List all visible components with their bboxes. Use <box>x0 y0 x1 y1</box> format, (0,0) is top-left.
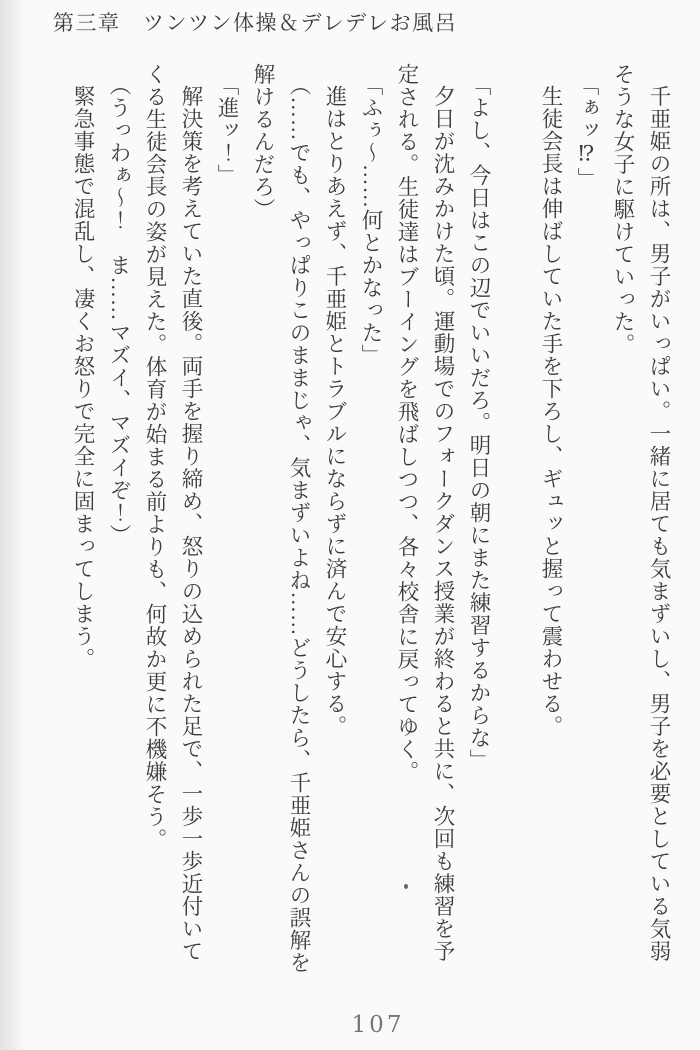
text-column: 解決策を考えていた直後。両手を握り締め、怒りの込められた足で、一歩一歩近付いて <box>179 85 203 963</box>
text-column: 緊急事態で混乱し、凄くお怒りで完全に固まってしまう。 <box>71 85 95 670</box>
text-column: 生徒会長は伸ばしていた手を下ろし、ギュッと握って震わせる。 <box>539 85 563 738</box>
ink-speck <box>404 884 408 889</box>
text-column: 解けるんだろ） <box>251 63 275 221</box>
text-column: 「ふぅ～……何とかなった」 <box>359 74 383 367</box>
text-column: 進はとりあえず、千亜姫とトラブルにならずに済んで安心する。 <box>323 85 347 738</box>
page-number: 107 <box>351 1012 405 1038</box>
text-column: （うっわぁ～！ ま……マズイ、マズイぞ！） <box>107 74 131 547</box>
text-column: 「ぁッ⁉」 <box>575 74 599 190</box>
vertical-text-block <box>65 63 677 1003</box>
text-column: 「よし、今日はこの辺でいいだろ。明日の朝にまた練習するからな」 <box>467 74 491 772</box>
page-gutter-shadow <box>0 0 26 1050</box>
text-column: 「進ッ！」 <box>215 74 239 187</box>
text-column: 定される。生徒達はブーイングを飛ばしつつ、各々校舎に戻ってゆく。 <box>395 63 419 783</box>
text-column: そうな女子に駆けていった。 <box>611 63 635 356</box>
text-column: くる生徒会長の姿が見えた。体育が始まる前よりも、何故か更に不機嫌そう。 <box>143 63 167 851</box>
scene-break-column <box>497 63 533 1003</box>
text-column: 千亜姫の所は、男子がいっぱい。一緒に居ても気まずいし、男子を必要としている気弱 <box>647 85 671 963</box>
text-column: （……でも、やっぱりこのままじゃ、気まずいよね……どうしたら、千亜姫さんの誤解を <box>287 74 311 974</box>
text-column: 夕日が沈みかけた頃。運動場でのフォークダンス授業が終わると共に、次回も練習を予 <box>431 85 455 963</box>
chapter-header: 第三章 ツンツン体操＆デレデレお風呂 <box>53 11 458 35</box>
